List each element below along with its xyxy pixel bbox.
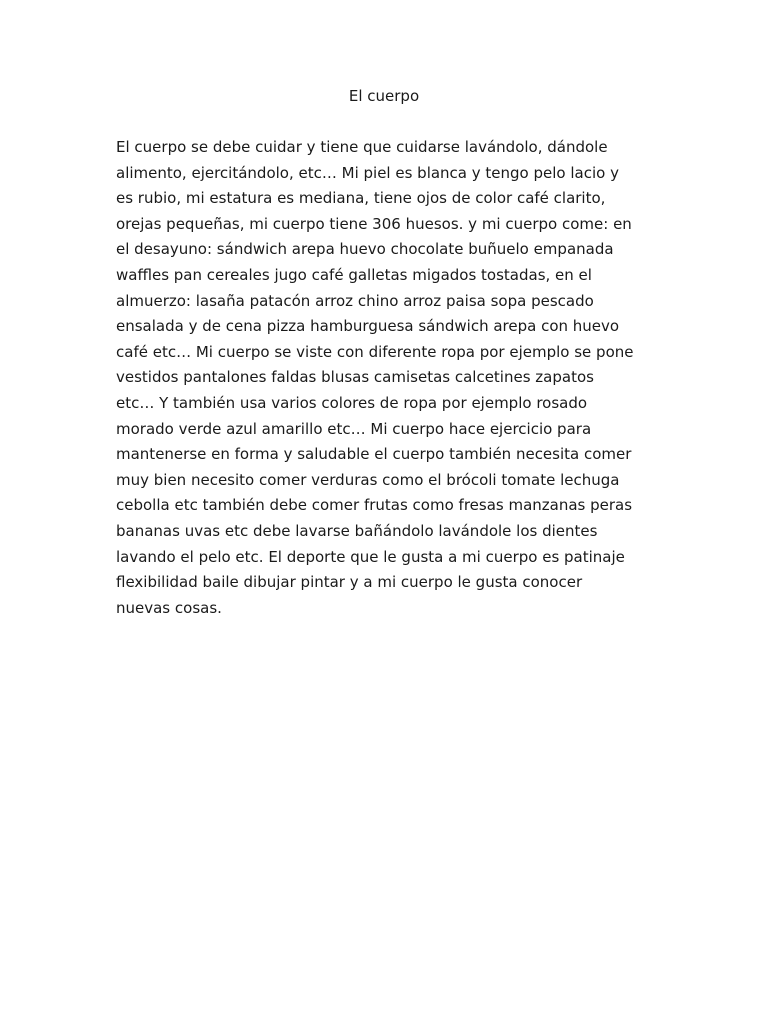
body-line: cebolla etc también debe comer frutas como fresas manzanas peras: [116, 496, 633, 515]
body-line: El cuerpo se debe cuidar y tiene que cuidarse lavándolo, dándole: [116, 138, 608, 156]
document-body: [116, 135, 668, 621]
body-line: vestidos pantalones faldas blusas camisetas calcetines zapatos: [116, 368, 594, 387]
body-line: flexibilidad baile dibujar pintar y a mi cuerpo le gusta conocer: [116, 573, 583, 592]
body-line: lavando el pelo etc. El deporte que le gusta a mi cuerpo es patinaje: [116, 547, 625, 566]
body-line: nuevas cosas.: [116, 598, 222, 617]
body-line: etc… Y también usa varios colores de ropa por ejemplo rosado: [116, 393, 588, 412]
body-line: almuerzo: lasaña patacón arroz chino arroz paisa sopa pescado: [116, 291, 594, 310]
body-line: el desayuno: sándwich arepa huevo chocolate buñuelo empanada: [116, 240, 614, 259]
body-line: waffles pan cereales jugo café galletas migados tostadas, en el: [116, 265, 592, 284]
document-title: El cuerpo: [348, 87, 420, 105]
body-line: alimento, ejercitándolo, etc… Mi piel es blanca y tengo pelo lacio y: [116, 163, 619, 182]
body-line: ensalada y de cena pizza hamburguesa sándwich arepa con huevo: [116, 317, 620, 336]
body-line: bananas uvas etc debe lavarse bañándolo lavándole los dientes: [116, 521, 598, 540]
body-line: café etc… Mi cuerpo se viste con diferente ropa por ejemplo se pone: [116, 342, 634, 361]
body-line: muy bien necesito comer verduras como el brócoli tomate lechuga: [116, 470, 620, 489]
body-line: mantenerse en forma y saludable el cuerpo también necesita comer: [116, 445, 632, 464]
body-line: orejas pequeñas, mi cuerpo tiene 306 huesos. y mi cuerpo come: en: [116, 214, 632, 233]
body-line: morado verde azul amarillo etc… Mi cuerpo hace ejercicio para: [116, 419, 592, 438]
body-line: es rubio, mi estatura es mediana, tiene ojos de color café clarito,: [116, 189, 606, 208]
